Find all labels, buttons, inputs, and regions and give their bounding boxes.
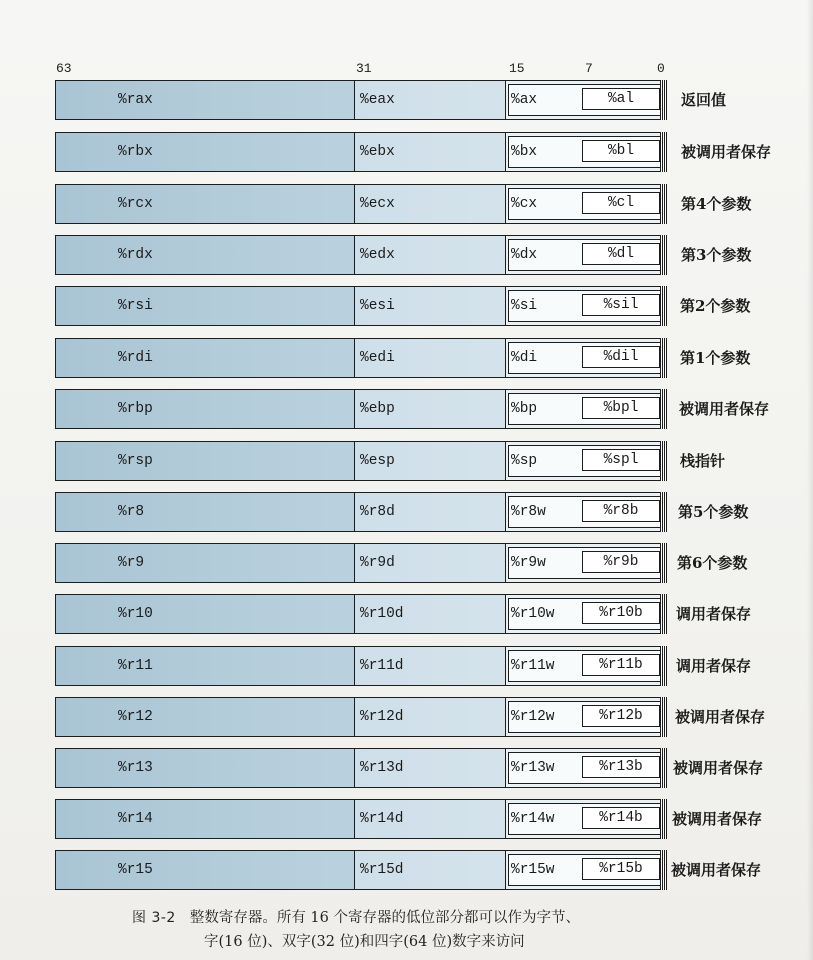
register-64bit-name: %rdx <box>118 247 153 263</box>
register-row <box>0 184 813 228</box>
register-usage-label: 被调用者保存 <box>681 143 772 161</box>
register-8bit-box <box>582 192 660 214</box>
register-32bit-name: %r10d <box>360 606 404 622</box>
register-row <box>0 132 813 176</box>
register-usage-label: 调用者保存 <box>676 605 752 623</box>
register-64bit-name: %r11 <box>118 658 153 674</box>
register-32bit-name: %edx <box>360 247 395 263</box>
register-endcap <box>660 492 667 532</box>
register-row <box>0 441 813 485</box>
register-usage-label: 被调用者保存 <box>673 759 764 777</box>
bit-label-63: 63 <box>56 61 72 76</box>
register-32bit-name: %r8d <box>360 504 395 520</box>
register-row <box>0 799 813 843</box>
register-row <box>0 543 813 587</box>
register-endcap <box>660 543 667 583</box>
figure-caption <box>132 906 782 954</box>
register-32bit-name: %ebp <box>360 401 395 417</box>
register-64bit-name: %r12 <box>118 709 153 725</box>
register-endcap <box>660 235 667 275</box>
register-8bit-name: %dil <box>603 349 639 365</box>
register-16bit-name: %r8w <box>511 504 546 520</box>
register-64bit-name: %rdi <box>118 350 153 366</box>
register-32bit-name: %r9d <box>360 555 395 571</box>
register-8bit-box <box>582 88 660 110</box>
register-row <box>0 697 813 741</box>
register-16bit-name: %ax <box>511 92 538 108</box>
register-usage-label: 第5个参数 <box>678 503 749 521</box>
register-endcap <box>660 799 667 839</box>
register-64bit-name: %rsi <box>118 298 153 314</box>
caption-line-2: 字(16 位)、双字(32 位)和四字(64 位)数字来访问 <box>204 934 525 950</box>
register-32bit-name: %edi <box>360 350 395 366</box>
register-usage-label: 第3个参数 <box>681 246 752 264</box>
caption-line-1: 整数寄存器。所有 16 个寄存器的低位部分都可以作为字节、 <box>189 910 580 926</box>
register-16bit-name: %r12w <box>511 709 555 725</box>
register-32bit-name: %ecx <box>360 196 395 212</box>
register-8bit-name: %cl <box>607 195 635 211</box>
register-8bit-box <box>582 397 660 419</box>
register-32bit-name: %r14d <box>360 811 404 827</box>
register-8bit-name: %r9b <box>603 554 639 570</box>
register-8bit-box <box>582 551 660 573</box>
register-64bit-name: %rbx <box>118 144 153 160</box>
register-64bit-name: %r10 <box>118 606 153 622</box>
register-usage-label: 被调用者保存 <box>679 400 770 418</box>
register-64bit-name: %r15 <box>118 862 153 878</box>
register-8bit-box <box>582 294 660 316</box>
register-endcap <box>660 338 667 378</box>
register-endcap <box>660 594 667 634</box>
register-usage-label: 第1个参数 <box>680 349 751 367</box>
register-8bit-box <box>582 602 660 624</box>
register-row <box>0 235 813 279</box>
register-row <box>0 338 813 382</box>
register-64bit-name: %r13 <box>118 760 153 776</box>
register-32bit-name: %eax <box>360 92 395 108</box>
register-8bit-name: %sil <box>603 297 639 313</box>
register-32bit-name: %r15d <box>360 862 404 878</box>
register-row <box>0 646 813 690</box>
bit-label-7: 7 <box>585 61 593 76</box>
register-row <box>0 492 813 536</box>
register-8bit-box <box>582 654 660 676</box>
register-16bit-name: %r9w <box>511 555 546 571</box>
register-row <box>0 850 813 894</box>
register-endcap <box>660 748 667 788</box>
register-endcap <box>660 697 667 737</box>
register-8bit-name: %bl <box>607 143 635 159</box>
register-endcap <box>660 184 667 224</box>
register-endcap <box>660 286 667 326</box>
register-32bit-name: %r12d <box>360 709 404 725</box>
register-8bit-box <box>582 140 660 162</box>
register-row <box>0 286 813 330</box>
register-endcap <box>660 850 667 890</box>
register-row <box>0 748 813 792</box>
register-8bit-box <box>582 500 660 522</box>
register-endcap <box>660 132 667 172</box>
register-8bit-name: %r10b <box>599 605 643 621</box>
register-64bit-name: %rbp <box>118 401 153 417</box>
register-usage-label: 栈指针 <box>680 452 726 470</box>
register-endcap <box>660 441 667 481</box>
register-endcap <box>660 646 667 686</box>
register-usage-label: 第6个参数 <box>677 554 748 572</box>
register-64bit-name: %r14 <box>118 811 153 827</box>
register-usage-label: 第2个参数 <box>680 297 751 315</box>
register-row <box>0 594 813 638</box>
register-16bit-name: %di <box>511 350 538 366</box>
register-8bit-box <box>582 807 660 829</box>
bit-label-31: 31 <box>356 61 372 76</box>
register-8bit-box <box>582 705 660 727</box>
register-32bit-name: %esi <box>360 298 395 314</box>
register-32bit-name: %esp <box>360 453 395 469</box>
register-row <box>0 80 813 124</box>
register-8bit-box <box>582 756 660 778</box>
register-usage-label: 调用者保存 <box>676 657 752 675</box>
register-16bit-name: %r15w <box>511 862 555 878</box>
register-16bit-name: %r11w <box>511 658 555 674</box>
register-32bit-name: %r11d <box>360 658 404 674</box>
register-8bit-name: %r15b <box>599 861 643 877</box>
figure-number: 图 3-2 <box>132 910 176 926</box>
register-8bit-name: %r13b <box>599 759 643 775</box>
register-64bit-name: %r8 <box>118 504 145 520</box>
register-16bit-name: %bp <box>511 401 538 417</box>
register-8bit-name: %r12b <box>599 708 643 724</box>
register-16bit-name: %r13w <box>511 760 555 776</box>
register-32bit-name: %r13d <box>360 760 404 776</box>
register-8bit-name: %bpl <box>603 400 639 416</box>
register-8bit-name: %r14b <box>599 810 643 826</box>
register-usage-label: 被调用者保存 <box>675 708 766 726</box>
register-8bit-name: %dl <box>607 246 635 262</box>
register-8bit-name: %r8b <box>603 503 639 519</box>
bit-label-15: 15 <box>509 61 525 76</box>
register-64bit-name: %rax <box>118 92 153 108</box>
register-16bit-name: %sp <box>511 453 538 469</box>
register-8bit-name: %r11b <box>599 657 643 673</box>
register-8bit-box <box>582 858 660 880</box>
register-16bit-name: %si <box>511 298 538 314</box>
register-16bit-name: %bx <box>511 144 538 160</box>
register-64bit-name: %rsp <box>118 453 153 469</box>
register-usage-label: 返回值 <box>681 91 727 109</box>
register-usage-label: 第4个参数 <box>681 195 752 213</box>
register-8bit-box <box>582 346 660 368</box>
register-usage-label: 被调用者保存 <box>672 810 763 828</box>
register-usage-label: 被调用者保存 <box>671 861 762 879</box>
register-8bit-name: %al <box>607 91 635 107</box>
register-endcap <box>660 80 667 120</box>
register-8bit-box <box>582 243 660 265</box>
register-8bit-name: %spl <box>603 452 639 468</box>
register-16bit-name: %dx <box>511 247 538 263</box>
register-8bit-box <box>582 449 660 471</box>
register-32bit-name: %ebx <box>360 144 395 160</box>
register-16bit-name: %r10w <box>511 606 555 622</box>
register-64bit-name: %r9 <box>118 555 145 571</box>
register-row <box>0 389 813 433</box>
register-64bit-name: %rcx <box>118 196 153 212</box>
bit-position-labels <box>0 61 813 77</box>
register-endcap <box>660 389 667 429</box>
page-edge-shadow <box>807 0 813 960</box>
register-16bit-name: %cx <box>511 196 538 212</box>
register-16bit-name: %r14w <box>511 811 555 827</box>
bit-label-0: 0 <box>657 61 665 76</box>
